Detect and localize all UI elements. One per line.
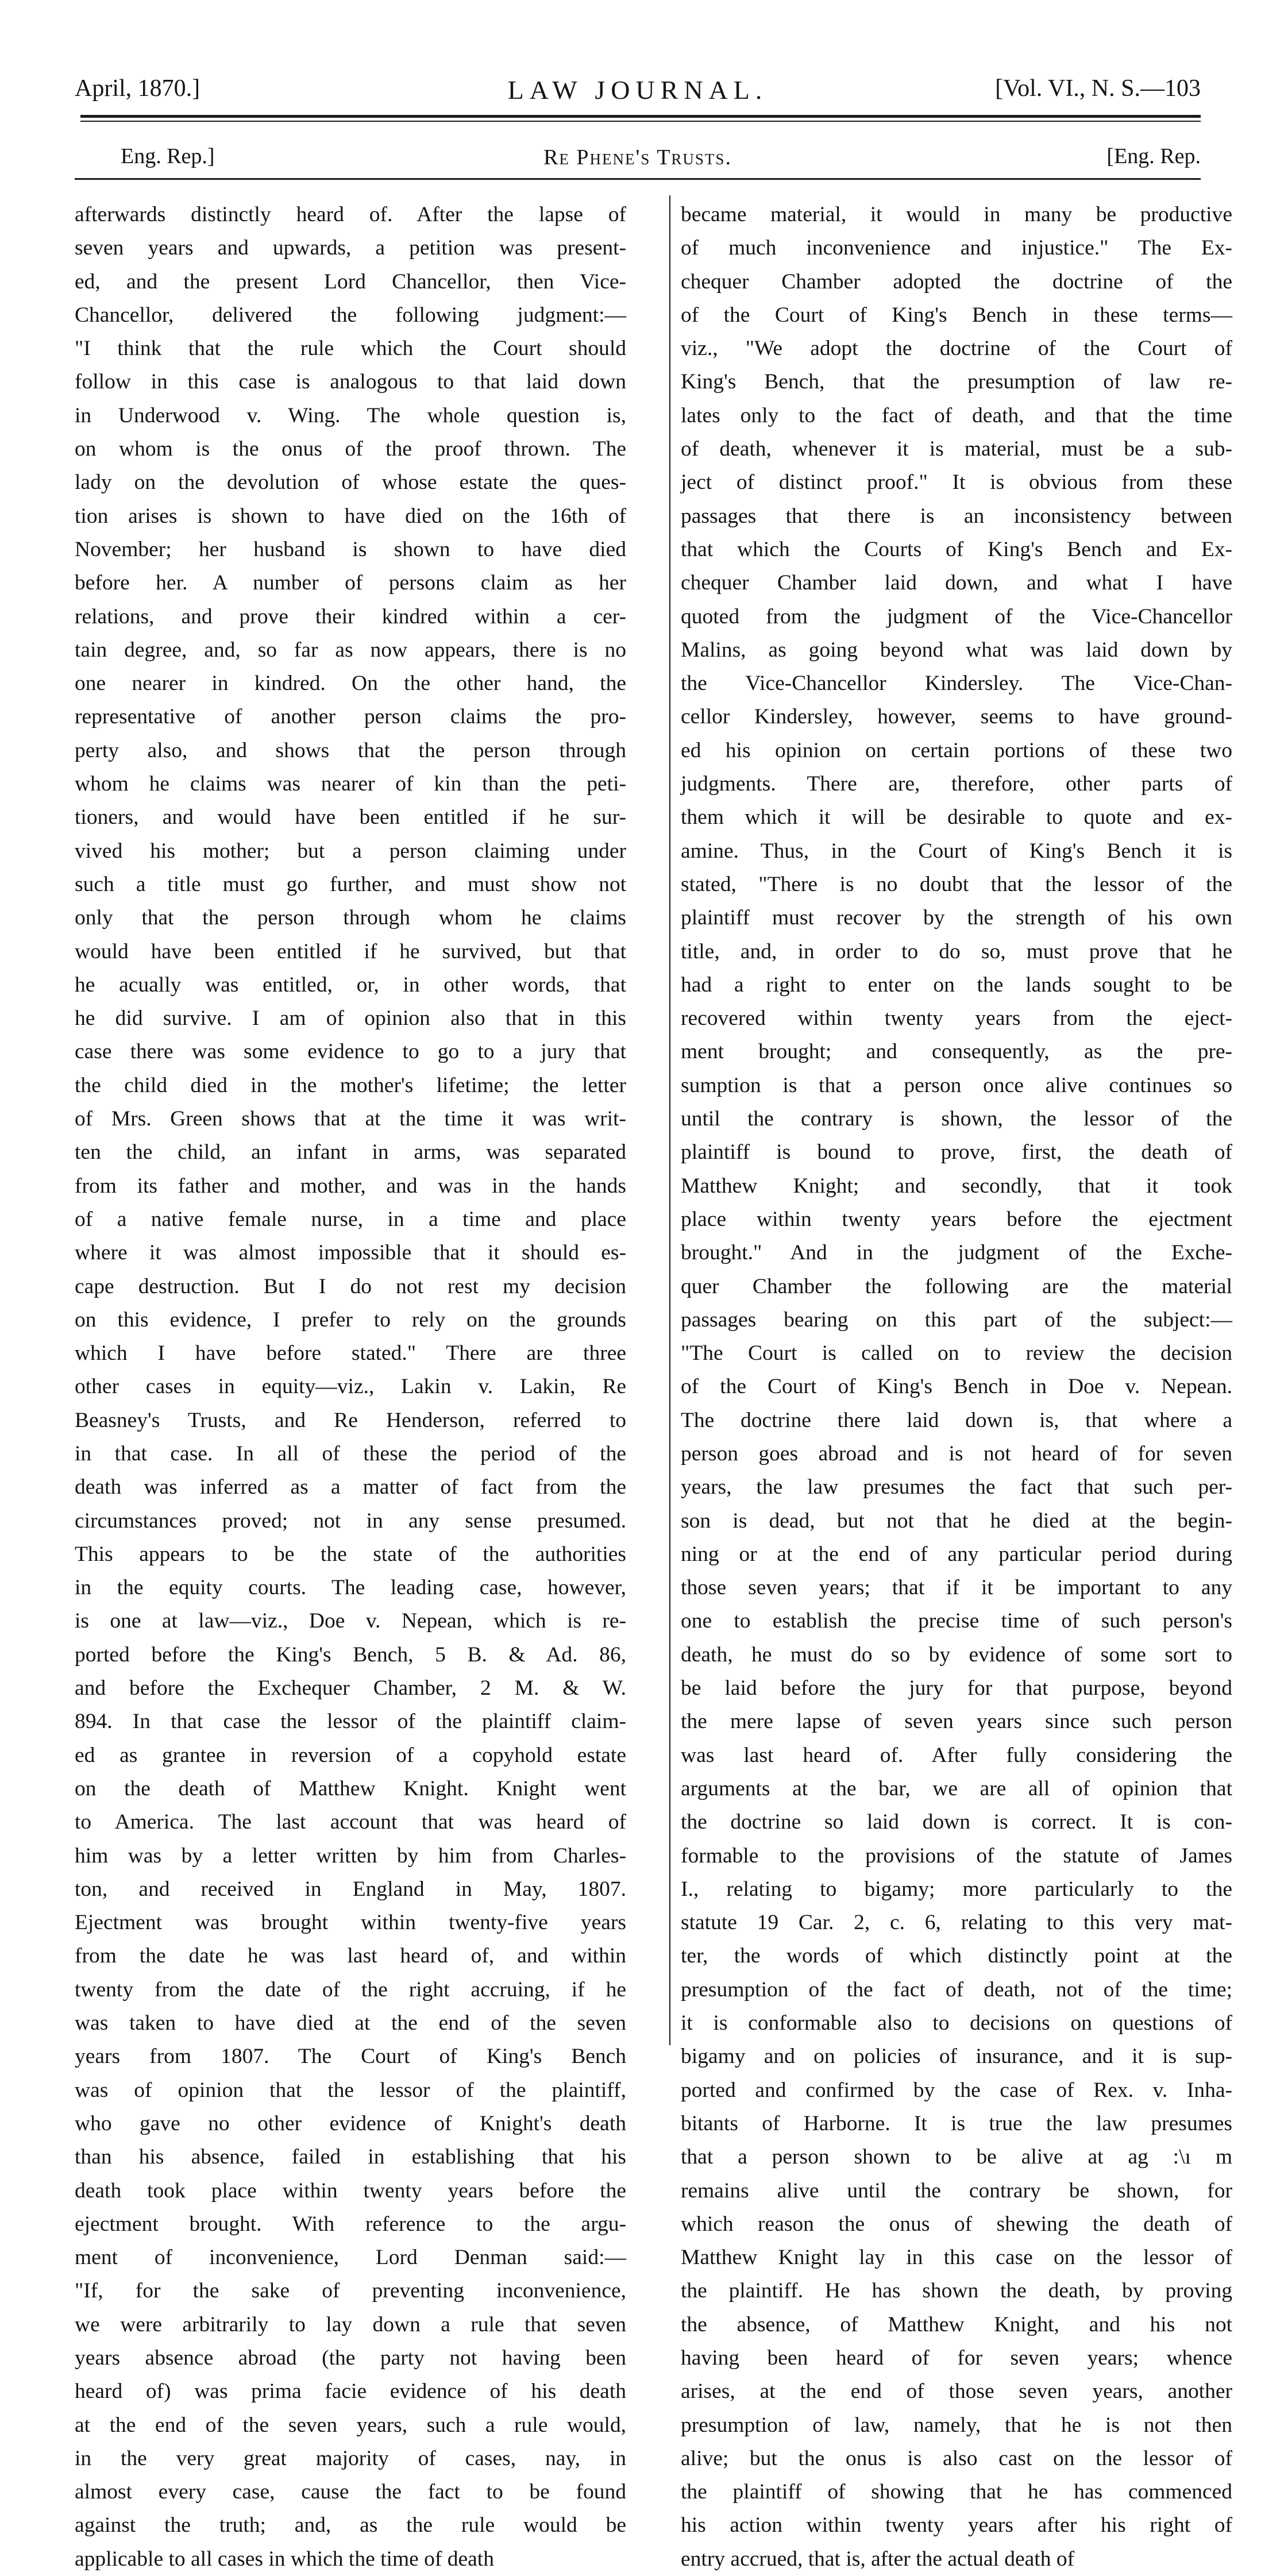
text-line: title, and, in order to do so, must prove that he: [681, 939, 1232, 963]
text-line: I., relating to bigamy; more particularly to the: [681, 1877, 1232, 1901]
text-line: the doctrine so laid down is correct. It is con-: [681, 1810, 1232, 1834]
text-line: than his absence, failed in establishing that his: [75, 2145, 626, 2169]
text-line: viz., "We adopt the doctrine of the Court of: [681, 337, 1232, 361]
text-line: the plaintiff of showing that he has commenced: [681, 2480, 1232, 2504]
text-line: plaintiff must recover by the strength of his own: [681, 906, 1232, 930]
text-line: to America. The last account that was heard of: [75, 1810, 626, 1834]
text-line: in the equity courts. The leading case, however,: [75, 1576, 626, 1600]
case-title: Re Phene's Trusts.: [543, 145, 732, 169]
section-header: [75, 144, 1201, 178]
text-line: recovered within twenty years from the eject-: [681, 1007, 1232, 1031]
running-header: [75, 75, 1201, 115]
text-line: chequer Chamber adopted the doctrine of the: [681, 269, 1232, 294]
text-line: amine. Thus, in the Court of King's Bench it is: [681, 839, 1232, 863]
text-line: quer Chamber the following are the material: [681, 1274, 1232, 1298]
text-line: vived his mother; but a person claiming under: [75, 839, 626, 863]
text-line: judgments. There are, therefore, other parts of: [681, 772, 1232, 796]
text-line: entry accrued, that is, after the actual death of: [681, 2547, 1075, 2571]
text-line: was last heard of. After fully considering the: [681, 1743, 1232, 1767]
text-line: Malins, as going beyond what was laid down by: [681, 638, 1232, 662]
text-line: the absence, of Matthew Knight, and his not: [681, 2312, 1232, 2336]
text-line: bitants of Harborne. It is true the law presumes: [681, 2111, 1232, 2135]
text-line: in Underwood v. Wing. The whole question is,: [75, 403, 626, 427]
header-date: April, 1870.]: [75, 75, 200, 102]
section-rule: [75, 178, 1201, 180]
text-line: of a native female nurse, in a time and place: [75, 1207, 626, 1231]
text-line: ejectment brought. With reference to the argu-: [75, 2212, 626, 2236]
header-rule-thick: [80, 115, 1201, 118]
text-line: ment brought; and consequently, as the pre-: [681, 1040, 1232, 1064]
text-line: the child died in the mother's lifetime; the letter: [75, 1073, 626, 1097]
text-line: ment of inconvenience, Lord Denman said:—: [75, 2246, 626, 2270]
text-line: presumption of the fact of death, not of the time;: [681, 1977, 1232, 2002]
text-line: who gave no other evidence of Knight's death: [75, 2111, 626, 2135]
text-line: was taken to have died at the end of the seven: [75, 2011, 626, 2035]
header-rule-thin: [80, 121, 1201, 122]
text-line: became material, it would in many be productive: [681, 203, 1232, 226]
header-volume: [Vol. VI., N. S.—103: [995, 75, 1201, 102]
text-line: Matthew Knight lay in this case on the lessor of: [681, 2246, 1232, 2270]
text-line: his action within twenty years after his right of: [681, 2513, 1232, 2538]
text-line: remains alive until the contrary be shown, for: [681, 2178, 1232, 2203]
text-line: bigamy and on policies of insurance, and it is sup-: [681, 2045, 1232, 2069]
text-line: from the date he was last heard of, and within: [75, 1944, 626, 1968]
text-line: "I think that the rule which the Court should: [75, 337, 626, 361]
text-line: years from 1807. The Court of King's Bench: [75, 2045, 626, 2069]
text-line: them which it will be desirable to quote and ex-: [681, 805, 1232, 830]
text-line: quoted from the judgment of the Vice-Chancellor: [681, 604, 1232, 628]
text-line: follow in this case is analogous to that laid down: [75, 370, 626, 394]
text-line: the mere lapse of seven years since such person: [681, 1710, 1232, 1734]
text-line: relations, and prove their kindred within a cer-: [75, 604, 626, 628]
text-line: is one at law—viz., Doe v. Nepean, which is re-: [75, 1609, 626, 1633]
text-line: ported before the King's Bench, 5 B. & Ad. 86,: [75, 1642, 626, 1667]
text-line: brought." And in the judgment of the Exche-: [681, 1241, 1232, 1265]
text-line: he did survive. I am of opinion also that in this: [75, 1007, 626, 1031]
text-line: the plaintiff. He has shown the death, by proving: [681, 2279, 1232, 2303]
text-line: it is conformable also to decisions on questions of: [681, 2011, 1232, 2035]
text-line: The doctrine there laid down is, that where a: [681, 1408, 1232, 1432]
text-line: that which the Courts of King's Bench and Ex-: [681, 537, 1232, 561]
text-line: son is dead, but not that he died at the begin-: [681, 1509, 1232, 1533]
text-line: having been heard of for seven years; whence: [681, 2346, 1232, 2370]
right-column: [681, 198, 1232, 2571]
text-line: against the truth; and, as the rule would be: [75, 2513, 626, 2538]
text-line: until the contrary is shown, the lessor of the: [681, 1107, 1232, 1131]
text-line: which I have before stated." There are three: [75, 1341, 626, 1366]
text-line: "If, for the sake of preventing inconvenience,: [75, 2279, 626, 2303]
text-line: in the very great majority of cases, nay, in: [75, 2446, 626, 2470]
text-line: ning or at the end of any particular period during: [681, 1542, 1232, 1566]
text-line: where it was almost impossible that it should es-: [75, 1241, 626, 1265]
text-line: ject of distinct proof." It is obvious from these: [681, 471, 1232, 495]
text-line: arises, at the end of those seven years, another: [681, 2380, 1232, 2404]
text-line: only that the person through whom he claims: [75, 906, 626, 930]
text-line: whom he claims was nearer of kin than the peti-: [75, 772, 626, 796]
text-line: 894. In that case the lessor of the plaintiff claim-: [75, 1710, 626, 1734]
text-line: circumstances proved; not in any sense presumed.: [75, 1509, 626, 1533]
text-line: afterwards distinctly heard of. After the lapse of: [75, 203, 626, 226]
text-line: chequer Chamber laid down, and what I have: [681, 571, 1232, 595]
section-right-label: [Eng. Rep.: [1106, 144, 1201, 168]
text-line: ter, the words of which distinctly point at the: [681, 1944, 1232, 1968]
text-line: on this evidence, I prefer to rely on the grounds: [75, 1308, 626, 1332]
text-line: from its father and mother, and was in the hands: [75, 1174, 626, 1198]
text-line: death took place within twenty years before the: [75, 2178, 626, 2203]
text-line: of Mrs. Green shows that at the time it was writ-: [75, 1107, 626, 1131]
text-line: Ejectment was brought within twenty-five years: [75, 1911, 626, 1935]
text-line: passages that there is an inconsistency between: [681, 504, 1232, 528]
text-line: had a right to enter on the lands sought to be: [681, 973, 1232, 997]
text-line: sumption is that a person once alive continues so: [681, 1073, 1232, 1097]
text-line: before her. A number of persons claim as her: [75, 571, 626, 595]
text-line: perty also, and shows that the person through: [75, 738, 626, 762]
text-line: and before the Exchequer Chamber, 2 M. & W.: [75, 1676, 626, 1700]
text-line: lady on the devolution of whose estate the ques-: [75, 471, 626, 495]
text-line: in that case. In all of these the period of the: [75, 1441, 626, 1466]
text-line: "The Court is called on to review the decision: [681, 1341, 1232, 1366]
text-line: tioners, and would have been entitled if he sur-: [75, 805, 626, 830]
text-line: ton, and received in England in May, 1807.: [75, 1877, 626, 1901]
text-line: arguments at the bar, we are all of opinion that: [681, 1776, 1232, 1800]
text-line: such a title must go further, and must show not: [75, 872, 626, 896]
text-line: Chancellor, delivered the following judgment:—: [75, 303, 626, 327]
text-line: presumption of law, namely, that he is not then: [681, 2413, 1232, 2437]
text-line: cape destruction. But I do not rest my decision: [75, 1274, 626, 1298]
text-line: one to establish the precise time of such person's: [681, 1609, 1232, 1633]
text-line: on whom is the onus of the proof thrown. The: [75, 437, 626, 461]
text-line: statute 19 Car. 2, c. 6, relating to this very mat-: [681, 1911, 1232, 1935]
text-line: other cases in equity—viz., Lakin v. Lakin, Re: [75, 1375, 626, 1399]
text-line: person goes abroad and is not heard of for seven: [681, 1441, 1232, 1466]
text-line: him was by a letter written by him from Charles-: [75, 1844, 626, 1868]
text-line: applicable to all cases in which the time of death: [75, 2547, 494, 2571]
text-line: those seven years; that if it be important to any: [681, 1576, 1232, 1600]
text-line: tain degree, and, so far as now appears, there is no: [75, 638, 626, 662]
text-line: was of opinion that the lessor of the plaintiff,: [75, 2078, 626, 2102]
text-line: he acually was entitled, or, in other words, that: [75, 973, 626, 997]
text-line: of the Court of King's Bench in these terms—: [681, 303, 1232, 327]
text-line: would have been entitled if he survived, but that: [75, 939, 626, 963]
text-line: King's Bench, that the presumption of law re-: [681, 370, 1232, 394]
text-line: death was inferred as a matter of fact from the: [75, 1475, 626, 1499]
text-line: be laid before the jury for that purpose, beyond: [681, 1676, 1232, 1700]
text-line: on the death of Matthew Knight. Knight went: [75, 1776, 626, 1800]
text-line: death, he must do so by evidence of some sort to: [681, 1642, 1232, 1667]
text-line: the Vice-Chancellor Kindersley. The Vice-Chan-: [681, 672, 1232, 696]
text-line: seven years and upwards, a petition was present-: [75, 236, 626, 260]
text-line: which reason the onus of shewing the death of: [681, 2212, 1232, 2236]
text-line: stated, "There is no doubt that the lessor of the: [681, 872, 1232, 896]
text-line: representative of another person claims the pro-: [75, 705, 626, 729]
text-line: plaintiff is bound to prove, first, the death of: [681, 1140, 1232, 1164]
section-left-label: Eng. Rep.]: [121, 144, 215, 168]
text-line: case there was some evidence to go to a jury that: [75, 1040, 626, 1064]
text-line: that a person shown to be alive at ag :\ı m: [681, 2145, 1232, 2169]
text-line: years, the law presumes the fact that such per-: [681, 1475, 1232, 1499]
text-line: cellor Kindersley, however, seems to have ground-: [681, 705, 1232, 729]
text-line: we were arbitrarily to lay down a rule that seven: [75, 2312, 626, 2336]
text-line: ed as grantee in reversion of a copyhold estate: [75, 1743, 626, 1767]
text-line: alive; but the onus is also cast on the lessor of: [681, 2446, 1232, 2470]
text-line: ported and confirmed by the case of Rex. v. Inha-: [681, 2078, 1232, 2102]
text-line: place within twenty years before the ejectment: [681, 1207, 1232, 1231]
text-line: almost every case, cause the fact to be found: [75, 2480, 626, 2504]
text-line: This appears to be the state of the authorities: [75, 1542, 626, 1566]
text-line: years absence abroad (the party not having been: [75, 2346, 626, 2370]
text-line: at the end of the seven years, such a rule would,: [75, 2413, 626, 2437]
journal-title: LAW JOURNAL.: [507, 75, 768, 105]
text-line: one nearer in kindred. On the other hand, the: [75, 672, 626, 696]
text-line: twenty from the date of the right accruing, if he: [75, 1977, 626, 2002]
text-line: of death, whenever it is material, must be a sub-: [681, 437, 1232, 461]
text-line: heard of) was prima facie evidence of his death: [75, 2380, 626, 2404]
text-line: passages bearing on this part of the subject:—: [681, 1308, 1232, 1332]
text-line: of much inconvenience and injustice." The Ex-: [681, 236, 1232, 260]
text-line: November; her husband is shown to have died: [75, 537, 626, 561]
text-line: Matthew Knight; and secondly, that it took: [681, 1174, 1232, 1198]
text-line: tion arises is shown to have died on the 16th of: [75, 504, 626, 528]
text-line: ed, and the present Lord Chancellor, then Vice-: [75, 269, 626, 294]
text-line: ed his opinion on certain portions of these two: [681, 738, 1232, 762]
text-line: ten the child, an infant in arms, was separated: [75, 1140, 626, 1164]
column-divider: [669, 195, 670, 2045]
text-line: lates only to the fact of death, and that the time: [681, 403, 1232, 427]
text-line: formable to the provisions of the statute of James: [681, 1844, 1232, 1868]
text-line: Beasney's Trusts, and Re Henderson, referred to: [75, 1408, 626, 1432]
left-column: [75, 198, 626, 2571]
text-line: of the Court of King's Bench in Doe v. Nepean.: [681, 1375, 1232, 1399]
